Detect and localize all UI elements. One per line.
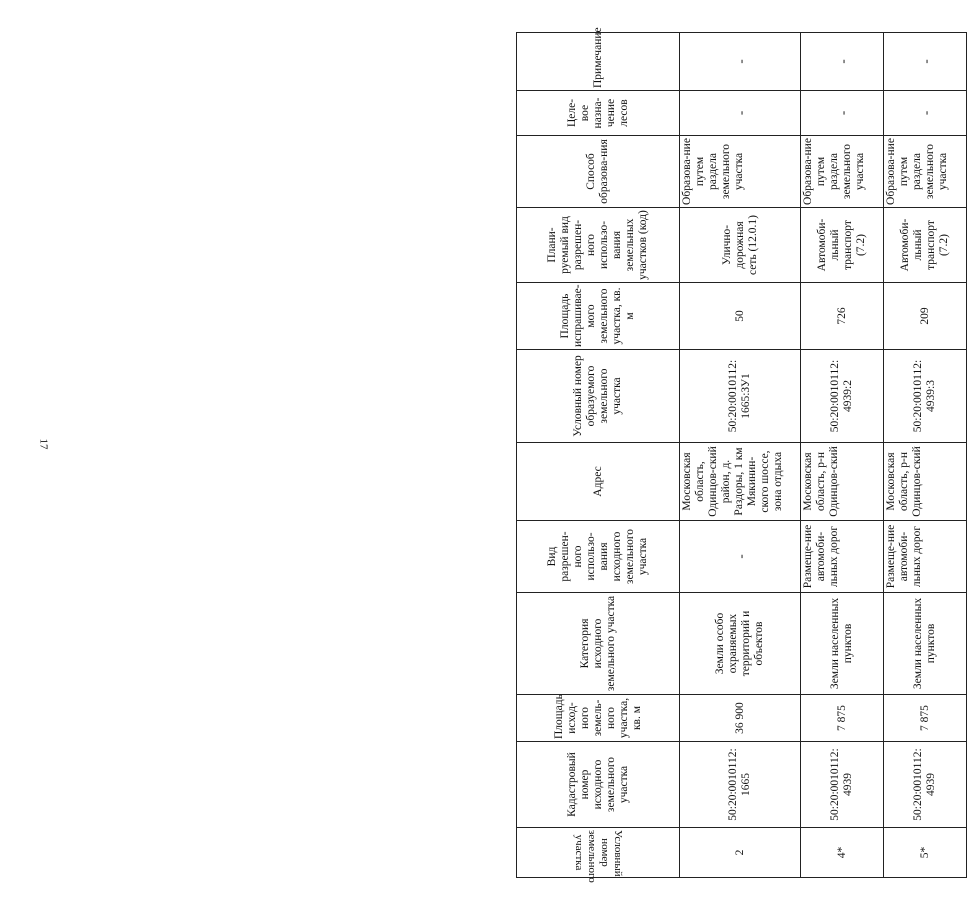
cell-address: Московская область, Одинцов-ский район, д. Раздоры, 1 км Мякинин-ского шоссе, зона отдыха	[680, 443, 801, 521]
land-plots-table	[516, 27, 967, 883]
cell-num: 5*	[884, 828, 967, 878]
page-number: 17	[37, 438, 50, 450]
header-address: Адрес	[517, 443, 680, 521]
cell-planned-use: Автомоби-льный транспорт (7.2)	[884, 208, 967, 283]
cell-use: Размеще-ние автомоби-льных дорог	[801, 521, 884, 593]
cell-new-area: 50	[680, 283, 801, 350]
table-row	[680, 33, 801, 878]
cell-new-number: 50:20:0010112: 1665:ЗУ1	[680, 350, 801, 443]
cell-num: 2	[680, 828, 801, 878]
cell-cadastral: 50:20:0010112: 4939	[884, 742, 967, 828]
cell-category: Земли особо охраняемых территорий и объектов	[680, 593, 801, 695]
header-plot-number	[517, 828, 680, 883]
cell-cadastral: 50:20:0010112: 1665	[680, 742, 801, 828]
header-note: Примечание	[517, 33, 680, 91]
cell-forest: -	[884, 91, 967, 136]
cell-planned-use: Автомоби-льный транспорт (7.2)	[801, 208, 884, 283]
header-method: Способ образова-ния	[517, 136, 680, 208]
cell-use: -	[680, 521, 801, 593]
header-planned-use: Плани-руемый вид разрешен-ного использо-вания земельных участков (код)	[517, 208, 680, 283]
cell-area: 7 875	[884, 695, 967, 742]
cell-category: Земли населенных пунктов	[884, 593, 967, 695]
cell-method: Образова-ние путем раздела земельного участка	[801, 136, 884, 208]
cell-address: Московская область, р-н Одинцов-ский	[884, 443, 967, 521]
cell-new-number: 50:20:0010112: 4939:2	[801, 350, 884, 443]
cell-area: 36 900	[680, 695, 801, 742]
cell-new-number: 50:20:0010112: 4939:3	[884, 350, 967, 443]
cell-note: -	[680, 33, 801, 91]
cell-cadastral: 50:20:0010112: 4939	[801, 742, 884, 828]
cell-address: Московская область, р-н Одинцов-ский	[801, 443, 884, 521]
cell-method: Образова-ние путем раздела земельного участка	[884, 136, 967, 208]
header-cadastral: Кадастровый номер исходного земельного участка	[517, 742, 680, 828]
header-area: Площадь исход-ного земель-ного участка, кв. м	[517, 695, 680, 742]
cell-forest: -	[680, 91, 801, 136]
header-forest: Целе-вое назна-чение лесов	[517, 91, 680, 136]
cell-forest: -	[801, 91, 884, 136]
table-row	[801, 33, 884, 878]
cell-note: -	[884, 33, 967, 91]
header-category: Категория исходного земельного участка	[517, 593, 680, 695]
header-plot-number-text: Условный номер земельного участка	[573, 830, 624, 883]
cell-category: Земли населенных пунктов	[801, 593, 884, 695]
cell-note: -	[801, 33, 884, 91]
header-new-area: Площадь испрашивае-мого земельного участка, кв. м	[517, 283, 680, 350]
cell-use: Размеще-ние автомоби-льных дорог	[884, 521, 967, 593]
cell-new-area: 209	[884, 283, 967, 350]
cell-area: 7 875	[801, 695, 884, 742]
header-new-number: Условный номер образуемого земельного участка	[517, 350, 680, 443]
rotated-table-wrapper	[516, 27, 966, 883]
cell-planned-use: Улично-дорожная сеть (12.0.1)	[680, 208, 801, 283]
table-row	[884, 33, 967, 878]
cell-method: Образова-ние путем раздела земельного участка	[680, 136, 801, 208]
header-row	[517, 33, 680, 878]
cell-num: 4*	[801, 828, 884, 878]
cell-new-area: 726	[801, 283, 884, 350]
header-use: Вид разрешен-ного использо-вания исходного земельного участка	[517, 521, 680, 593]
